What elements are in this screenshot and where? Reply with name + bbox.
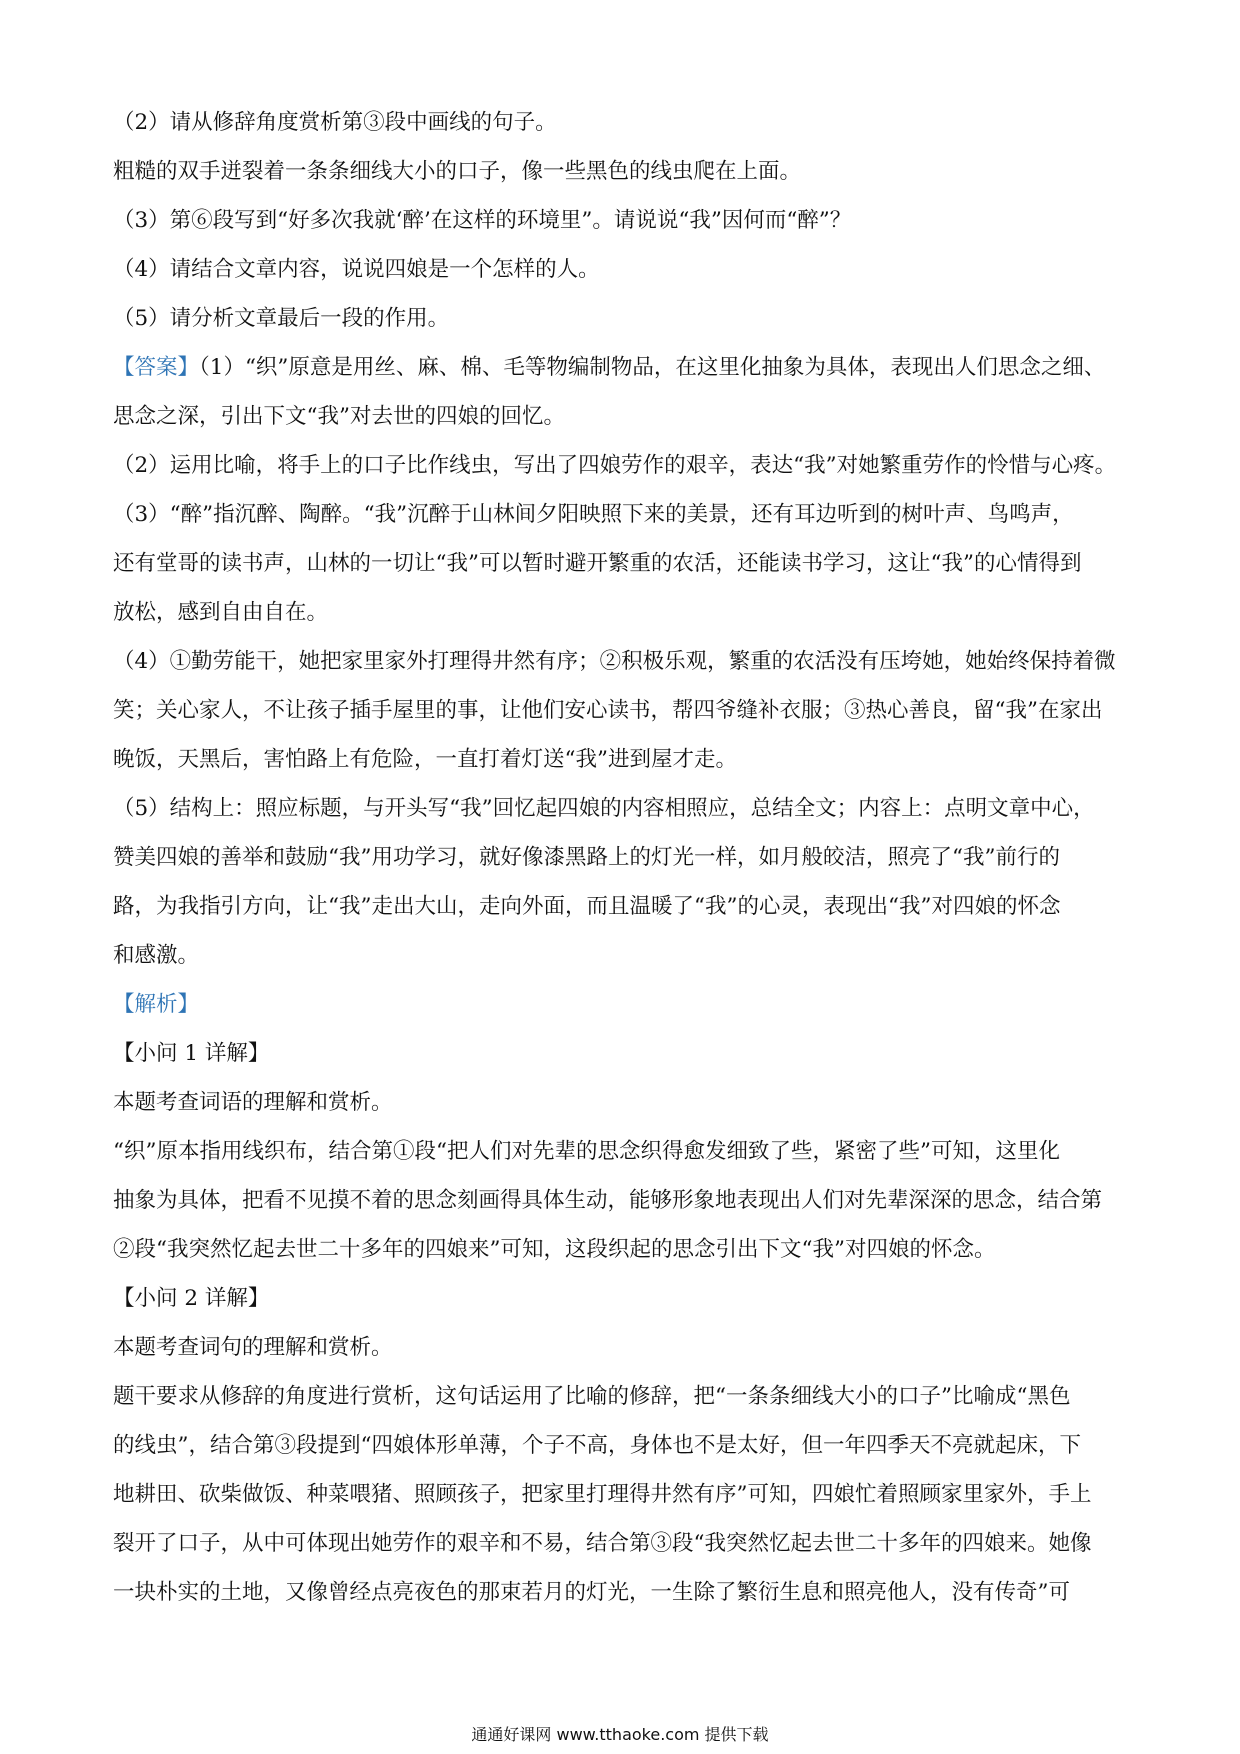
question-3: （3）第⑥段写到“好多次我就‘醉’在这样的环境里”。请说说“我”因何而“醉”？ bbox=[113, 208, 852, 233]
answer-5-line-4: 和感激。 bbox=[113, 943, 200, 968]
sub-question-2-line-1: 题干要求从修辞的角度进行赏析，这句话运用了比喻的修辞，把“一条条细线大小的口子”比喻成“黑色 bbox=[113, 1384, 1071, 1409]
question-5: （5）请分析文章最后一段的作用。 bbox=[113, 306, 450, 331]
sub-question-2-line-5: 一块朴实的土地，又像曾经点亮夜色的那束若月的灯光，一生除了繁衍生息和照亮他人，没有传奇”可 bbox=[113, 1580, 1070, 1605]
sub-question-1-line-2: 抽象为具体，把看不见摸不着的思念刻画得具体生动，能够形象地表现出人们对先辈深深的思念，结合第 bbox=[113, 1188, 1103, 1213]
answer-4-line-3: 晚饭，天黑后，害怕路上有危险，一直打着灯送“我”进到屋才走。 bbox=[113, 747, 737, 772]
answer-1-line-1: 【答案】（1）“织”原意是用丝、麻、棉、毛等物编制物品，在这里化抽象为具体，表现出人们思念之细、 bbox=[113, 355, 1106, 380]
answer-5-line-2: 赞美四娘的善举和鼓励“我”用功学习，就好像漆黑路上的灯光一样，如月般皎洁，照亮了“我”前行的 bbox=[113, 845, 1060, 870]
sub-question-1-line-3: ②段“我突然忆起去世二十多年的四娘来”可知，这段织起的思念引出下文“我”对四娘的怀念。 bbox=[113, 1237, 996, 1262]
page-footer: 通通好课网 www.tthaoke.com 提供下载 bbox=[471, 1725, 769, 1744]
answer-label: 【答案】 bbox=[113, 355, 200, 380]
document-body bbox=[113, 98, 1128, 1617]
answer-5-line-1: （5）结构上：照应标题，与开头写“我”回忆起四娘的内容相照应，总结全文；内容上：点明文章中心， bbox=[113, 796, 1095, 821]
answer-3-line-1: （3）“醉”指沉醉、陶醉。“我”沉醉于山林间夕阳映照下来的美景，还有耳边听到的树叶声、鸟鸣声， bbox=[113, 502, 1074, 527]
answer-2: （2）运用比喻，将手上的口子比作线虫，写出了四娘劳作的艰辛，表达“我”对她繁重劳作的怜惜与心疼。 bbox=[113, 453, 1117, 478]
sub-question-2-title: 【小问 2 详解】 bbox=[113, 1286, 270, 1311]
answer-4-line-2: 笑；关心家人，不让孩子插手屋里的事，让他们安心读书，帮四爷缝补衣服；③热心善良，留“我”在家出 bbox=[113, 698, 1103, 723]
sub-question-2-line-4: 裂开了口子，从中可体现出她劳作的艰辛和不易，结合第③段“我突然忆起去世二十多年的四娘来。她像 bbox=[113, 1531, 1092, 1556]
answer-1-line-2: 思念之深，引出下文“我”对去世的四娘的回忆。 bbox=[113, 404, 565, 429]
question-2-quoted-sentence: 粗糙的双手迸裂着一条条细线大小的口子，像一些黑色的线虫爬在上面。 bbox=[113, 159, 802, 184]
sub-question-1-title: 【小问 1 详解】 bbox=[113, 1041, 270, 1066]
sub-question-1-intro: 本题考查词语的理解和赏析。 bbox=[113, 1090, 393, 1115]
answer-4-line-1: （4）①勤劳能干，她把家里家外打理得井然有序；②积极乐观，繁重的农活没有压垮她，她始终保持着微 bbox=[113, 649, 1116, 674]
sub-question-2-intro: 本题考查词句的理解和赏析。 bbox=[113, 1335, 393, 1360]
answer-3-line-2: 还有堂哥的读书声，山林的一切让“我”可以暂时避开繁重的农活，还能读书学习，这让“我”的心情得到 bbox=[113, 551, 1082, 576]
answer-5-line-3: 路，为我指引方向，让“我”走出大山，走向外面，而且温暖了“我”的心灵，表现出“我”对四娘的怀念 bbox=[113, 894, 1061, 919]
sub-question-2-line-2: 的线虫”，结合第③段提到“四娘体形单薄，个子不高，身体也不是太好，但一年四季天不亮就起床，下 bbox=[113, 1433, 1081, 1458]
sub-question-1-line-1: “织”原本指用线织布，结合第①段“把人们对先辈的思念织得愈发细致了些，紧密了些”可知，这里化 bbox=[113, 1139, 1060, 1164]
question-4: （4）请结合文章内容，说说四娘是一个怎样的人。 bbox=[113, 257, 600, 282]
analysis-label: 【解析】 bbox=[113, 992, 200, 1017]
question-2: （2）请从修辞角度赏析第③段中画线的句子。 bbox=[113, 110, 557, 135]
sub-question-2-line-3: 地耕田、砍柴做饭、种菜喂猪、照顾孩子，把家里打理得井然有序”可知，四娘忙着照顾家里家外，手上 bbox=[113, 1482, 1092, 1507]
answer-3-line-3: 放松，感到自由自在。 bbox=[113, 600, 329, 625]
